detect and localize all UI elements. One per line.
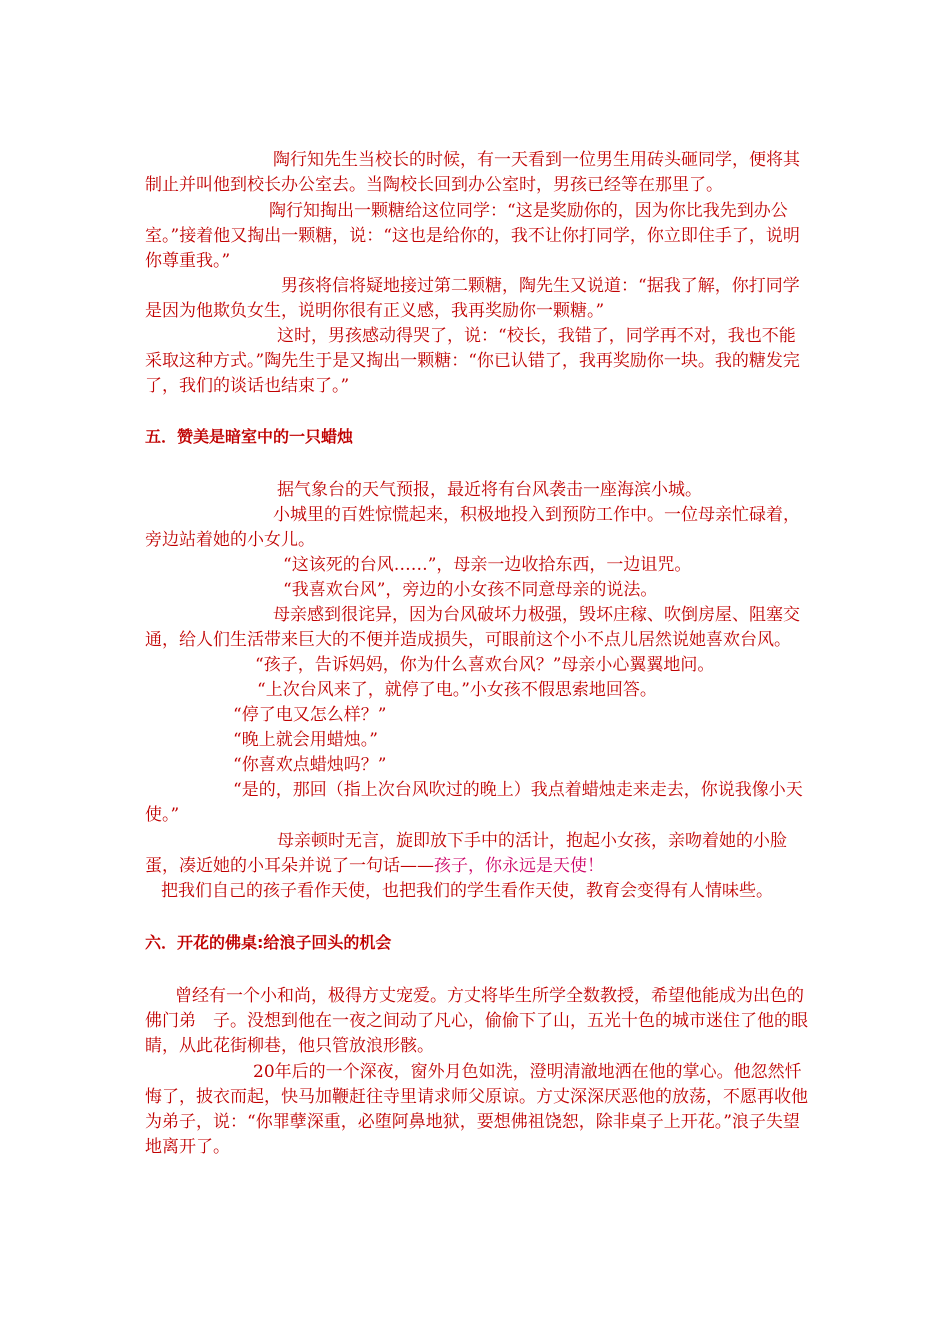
section5-paragraph-9: “晚上就会用蜡烛。” xyxy=(233,730,378,750)
section5-paragraph-5: 母亲感到很诧异，因为台风破坏力极强，毁坏庄稼、吹倒房屋、阻塞交通，给人们生活带来巨大的不便并造成损失，可眼前这个小不点儿居然说她喜欢台风。 xyxy=(145,605,800,650)
section5-heading: 五．赞美是暗室中的一只蜡烛 xyxy=(145,427,354,446)
section5-paragraph-12 xyxy=(145,829,810,879)
story4-paragraph-2: 陶行知掏出一颗糖给这位同学：“这是奖励你的，因为你比我先到办公室。”接着他又掏出一颗糖，说：“这也是给你的，我不让你打同学，你立即住手了，说明你尊重我。” xyxy=(145,201,800,271)
section5-paragraph-4: “我喜欢台风”，旁边的小女孩不同意母亲的说法。 xyxy=(283,580,658,600)
section5-paragraph-6: “孩子，告诉妈妈，你为什么喜欢台风？”母亲小心翼翼地问。 xyxy=(255,655,715,675)
section5-paragraph-11: “是的，那回（指上次台风吹过的晚上）我点着蜡烛走来走去，你说我像小天使。” xyxy=(145,780,803,825)
section5-paragraph-7: “上次台风来了，就停了电。”小女孩不假思索地回答。 xyxy=(257,680,657,700)
section5-paragraph-10: “你喜欢点蜡烛吗？” xyxy=(233,755,387,775)
section5-paragraph-13: 把我们自己的孩子看作天使，也把我们的学生看作天使，教育会变得有人情味些。 xyxy=(161,881,773,901)
story4-paragraph-3: 男孩将信将疑地接过第二颗糖，陶先生又说道：“据我了解，你打同学是因为他欺负女生，说明你很有正义感，我再奖励你一颗糖。” xyxy=(145,276,800,321)
story4-paragraph-1: 陶行知先生当校长的时候，有一天看到一位男生用砖头砸同学，便将其制止并叫他到校长办公室去。当陶校长回到办公室时，男孩已经等在那里了。 xyxy=(145,150,800,195)
section5-paragraph-1: 据气象台的天气预报，最近将有台风袭击一座海滨小城。 xyxy=(277,480,702,500)
document-page xyxy=(145,148,810,1160)
angel-quote: 孩子，你永远是天使！ xyxy=(434,856,604,876)
section5-paragraph-2: 小城里的百姓惊慌起来，积极地投入到预防工作中。一位母亲忙碌着，旁边站着她的小女儿。 xyxy=(145,505,800,550)
section6-paragraph-1: 曾经有一个小和尚，极得方丈宠爱。方丈将毕生所学全数教授，希望他能成为出色的佛门弟 子。没想到他在一夜之间动了凡心，偷偷下了山，五光十色的城市迷住了他的眼睛，从此花街柳巷，他只管放浪形骸。 xyxy=(145,986,808,1056)
section6-paragraph-2: 20年后的一个深夜，窗外月色如洗，澄明清澈地洒在他的掌心。他忽然忏悔了，披衣而起，快马加鞭赶往寺里请求师父原谅。方丈深深厌恶他的放荡，不愿再收他为弟子，说：“你罪孽深重，必堕阿鼻地狱，要想佛祖饶恕，除非桌子上开花。”浪子失望地离开了。 xyxy=(145,1062,808,1157)
section5-paragraph-3: “这该死的台风……”，母亲一边收拾东西，一边诅咒。 xyxy=(283,555,692,575)
section5-paragraph-8: “停了电又怎么样？” xyxy=(233,705,387,725)
section5-paragraph-12-text: 母亲顿时无言，旋即放下手中的活计，抱起小女孩，亲吻着她的小脸蛋，凑近她的小耳朵并说了一句话—— xyxy=(145,831,787,876)
section6-heading: 六．开花的佛桌:给浪子回头的机会 xyxy=(145,933,392,952)
story4-paragraph-4: 这时，男孩感动得哭了，说：“校长，我错了，同学再不对，我也不能采取这种方式。”陶先生于是又掏出一颗糖：“你已认错了，我再奖励你一块。我的糖发完了，我们的谈话也结束了。” xyxy=(145,326,800,396)
